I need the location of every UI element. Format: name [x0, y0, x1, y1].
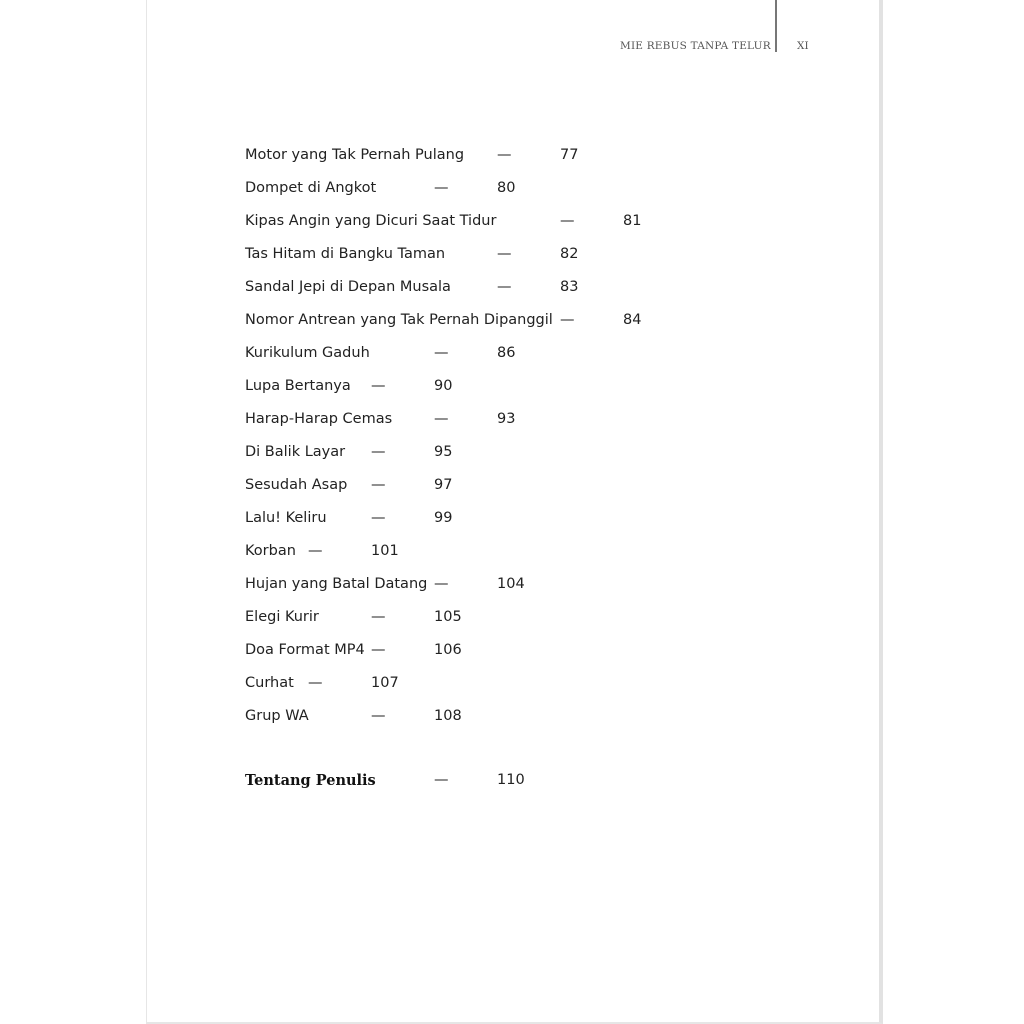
running-header-title: MIE REBUS TANPA TELUR	[620, 40, 771, 52]
toc-entry-separator: —	[371, 609, 386, 625]
toc-entry-separator: —	[371, 510, 386, 526]
toc-entry-title: Kipas Angin yang Dicuri Saat Tidur	[245, 213, 497, 229]
toc-entry-title: Elegi Kurir	[245, 609, 319, 625]
toc-entry-page-number: 80	[497, 180, 516, 196]
toc-entry-page-number: 86	[497, 345, 516, 361]
toc-entry-title: Di Balik Layar	[245, 444, 346, 460]
toc-entry-page-number: 84	[623, 312, 642, 328]
toc-entry-page-number: 108	[434, 708, 462, 724]
toc-entry-separator: —	[434, 411, 449, 427]
toc-entry-page-number: 77	[560, 147, 579, 163]
toc-entry-title: Korban	[245, 543, 296, 559]
toc-entry-page-number: 95	[434, 444, 453, 460]
toc-entry-page-number: 104	[497, 576, 525, 592]
toc-entry-title: Tentang Penulis	[245, 772, 376, 789]
toc-entry-page-number: 83	[560, 279, 579, 295]
toc-entry-page-number: 82	[560, 246, 579, 262]
toc-entry-separator: —	[434, 345, 449, 361]
toc-entry-separator: —	[497, 246, 512, 262]
toc-entry-separator: —	[497, 279, 512, 295]
toc-entry-title: Kurikulum Gaduh	[245, 345, 370, 361]
toc-entry-separator: —	[434, 772, 449, 788]
toc-entry-separator: —	[371, 708, 386, 724]
toc-entry-separator: —	[371, 378, 386, 394]
toc-entry-page-number: 97	[434, 477, 453, 493]
toc-entry-page-number: 110	[497, 772, 525, 788]
toc-entry-separator: —	[371, 477, 386, 493]
toc-entry-page-number: 93	[497, 411, 516, 427]
toc-entry-separator: —	[308, 543, 323, 559]
toc-entry-title: Sesudah Asap	[245, 477, 348, 493]
toc-entry-separator: —	[560, 213, 575, 229]
toc-entry-page-number: 101	[371, 543, 399, 559]
toc-entry-separator: —	[308, 675, 323, 691]
toc-entry-page-number: 107	[371, 675, 399, 691]
toc-entry-title: Tas Hitam di Bangku Taman	[245, 246, 446, 262]
toc-entry-title: Dompet di Angkot	[245, 180, 377, 196]
toc-entry-title: Curhat	[245, 675, 294, 691]
toc-entry-title: Lupa Bertanya	[245, 378, 351, 394]
toc-entry-separator: —	[371, 642, 386, 658]
toc-entry-title: Motor yang Tak Pernah Pulang	[245, 147, 465, 163]
toc-entry-page-number: 81	[623, 213, 642, 229]
toc-entry-title: Lalu! Keliru	[245, 510, 327, 526]
toc-entry-separator: —	[560, 312, 575, 328]
toc-entry-page-number: 105	[434, 609, 462, 625]
toc-entry-title: Nomor Antrean yang Tak Pernah Dipanggil	[245, 312, 553, 328]
toc-entry-page-number: 90	[434, 378, 453, 394]
toc-entry-page-number: 99	[434, 510, 453, 526]
toc-entry-page-number: 106	[434, 642, 462, 658]
header-divider	[775, 0, 777, 52]
running-header-page-number: XI	[797, 40, 809, 52]
toc-entry-title: Sandal Jepi di Depan Musala	[245, 279, 451, 295]
toc-entry-separator: —	[434, 576, 449, 592]
toc-entry-title: Harap-Harap Cemas	[245, 411, 393, 427]
toc-entry-title: Doa Format MP4	[245, 642, 365, 658]
toc-entry-separator: —	[434, 180, 449, 196]
toc-entry-title: Grup WA	[245, 708, 309, 724]
toc-entry-separator: —	[497, 147, 512, 163]
toc-entry-title: Hujan yang Batal Datang	[245, 576, 428, 592]
toc-entry-separator: —	[371, 444, 386, 460]
